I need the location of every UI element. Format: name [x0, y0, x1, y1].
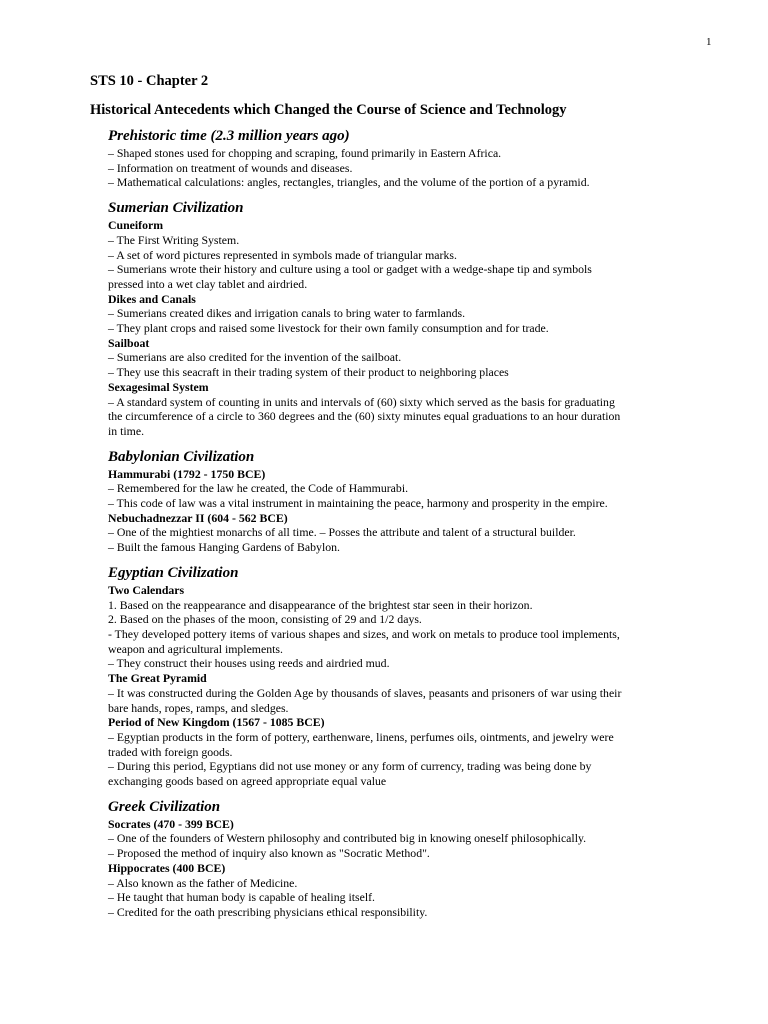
text-line: – One of the founders of Western philosophy and contributed big in knowing oneself philosophically.: [108, 831, 587, 846]
text-line: bare hands, ropes, ramps, and sledges.: [108, 700, 289, 715]
text-line: – Built the famous Hanging Gardens of Babylon.: [108, 540, 340, 555]
subheading: Two Calendars: [108, 582, 185, 597]
text-line: – They construct their houses using reeds and airdried mud.: [108, 656, 390, 671]
sections-container: [90, 127, 720, 920]
text-line: – Remembered for the law he created, the Code of Hammurabi.: [108, 481, 409, 496]
text-line: weapon and agricultural implements.: [108, 641, 283, 656]
text-line: pressed into a wet clay tablet and airdried.: [108, 276, 308, 291]
section: [108, 127, 720, 190]
section-title: Prehistoric time (2.3 million years ago): [108, 128, 350, 144]
text-line: – He taught that human body is capable of healing itself.: [108, 890, 375, 905]
text-line: – Proposed the method of inquiry also known as "Socratic Method".: [108, 846, 430, 861]
chapter-title: STS 10 - Chapter 2: [90, 73, 209, 89]
text-line: – A set of word pictures represented in symbols made of triangular marks.: [108, 247, 457, 262]
text-line: – They plant crops and raised some livestock for their own family consumption and for trade.: [108, 321, 549, 336]
subheading: Dikes and Canals: [108, 291, 196, 306]
text-line: – This code of law was a vital instrument in maintaining the peace, harmony and prosperity in the empire.: [108, 496, 608, 511]
document-body: [90, 72, 720, 920]
subheading: The Great Pyramid: [108, 671, 207, 686]
subheading: Sailboat: [108, 335, 150, 350]
section: [108, 798, 720, 920]
text-line: – A standard system of counting in units and intervals of (60) sixty which served as the basis for graduating: [108, 394, 615, 409]
text-line: – Information on treatment of wounds and diseases.: [108, 160, 353, 175]
text-line: 1. Based on the reappearance and disappearance of the brightest star seen in their horizon.: [108, 597, 533, 612]
text-line: – Credited for the oath prescribing physicians ethical responsibility.: [108, 904, 428, 919]
subheading: Nebuchadnezzar II (604 - 562 BCE): [108, 510, 288, 525]
text-line: – Sumerians are also credited for the invention of the sailboat.: [108, 350, 402, 365]
text-line: - They developed pottery items of various shapes and sizes, and work on metals to produce tool implements,: [108, 626, 620, 641]
text-line: traded with foreign goods.: [108, 744, 233, 759]
section-title: Egyptian Civilization: [108, 564, 239, 581]
subheading: Hammurabi (1792 - 1750 BCE): [108, 466, 266, 481]
text-line: – Egyptian products in the form of pottery, earthenware, linens, perfumes oils, ointments, and jewelry were: [108, 729, 614, 744]
text-line: – Sumerians wrote their history and culture using a tool or gadget with a wedge-shape tip and symbols: [108, 262, 592, 277]
section: [108, 564, 720, 789]
main-heading: Historical Antecedents which Changed the Course of Science and Technology: [90, 102, 567, 118]
text-line: – Also known as the father of Medicine.: [108, 875, 298, 890]
text-line: – The First Writing System.: [108, 232, 240, 247]
subheading: Socrates (470 - 399 BCE): [108, 816, 234, 831]
subheading: Hippocrates (400 BCE): [108, 860, 226, 875]
text-line: the circumference of a circle to 360 degrees and the (60) sixty minutes equal graduations to an hour duration: [108, 409, 621, 424]
section-title: Greek Civilization: [108, 798, 221, 815]
subheading: Sexagesimal System: [108, 379, 209, 394]
text-line: – It was constructed during the Golden Age by thousands of slaves, peasants and prisoners of war using their: [108, 685, 622, 700]
text-line: exchanging goods based on agreed appropriate equal value: [108, 774, 387, 789]
text-line: in time.: [108, 423, 145, 438]
text-line: – Mathematical calculations: angles, rectangles, triangles, and the volume of the portion of a pyramid.: [108, 175, 590, 190]
section-title: Babylonian Civilization: [108, 448, 255, 465]
subheading: Period of New Kingdom (1567 - 1085 BCE): [108, 715, 325, 730]
text-line: – Sumerians created dikes and irrigation canals to bring water to farmlands.: [108, 306, 466, 321]
text-line: – Shaped stones used for chopping and scraping, found primarily in Eastern Africa.: [108, 146, 502, 160]
text-line: – During this period, Egyptians did not use money or any form of currency, trading was being done by: [108, 759, 592, 774]
text-line: – They use this seacraft in their trading system of their product to neighboring places: [108, 365, 509, 380]
text-line: – One of the mightiest monarchs of all time. – Posses the attribute and talent of a structural builder.: [108, 525, 576, 540]
text-line: 2. Based on the phases of the moon, consisting of 29 and 1/2 days.: [108, 612, 422, 627]
section: [108, 199, 720, 439]
section-title: Sumerian Civilization: [108, 200, 244, 217]
page-number: 1: [706, 36, 712, 48]
subheading: Cuneiform: [108, 218, 164, 233]
section: [108, 448, 720, 555]
